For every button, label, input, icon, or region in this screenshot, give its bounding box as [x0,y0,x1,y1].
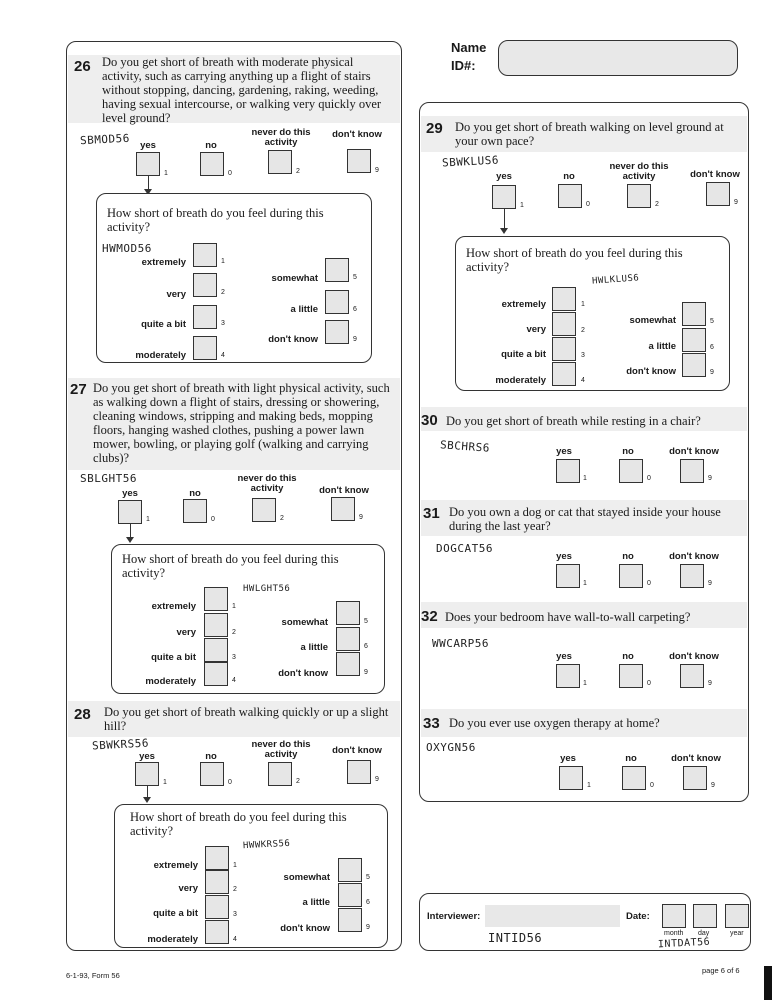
q29-followup-alittle-box[interactable] [682,328,706,352]
q26-followup-somewhat-label: somewhat [271,273,318,284]
q30-option-yes-label: yes [556,446,572,457]
q33-option-dontknow-code: 9 [711,782,715,789]
q32-option-no-box[interactable] [619,664,643,688]
q28-option-never-label: never do this activity [251,739,311,760]
q29-followup-extremely-code: 1 [581,301,585,308]
q26-followup-handwritten: HWMOD56 [102,242,152,255]
q26-option-never-code: 2 [296,168,300,175]
q27-followup-moderately-label: moderately [145,676,196,687]
q26-followup-very-code: 2 [221,289,225,296]
q26-followup-somewhat-box[interactable] [325,258,349,282]
q27-followup-extremely-label: extremely [151,601,196,612]
q28-followup-extremely-label: extremely [153,860,198,871]
q26-option-no-box[interactable] [200,152,224,176]
q27-option-yes-box[interactable] [118,500,142,524]
q30-handwritten-code: SBCHRS6 [439,438,491,455]
q26-followup-extremely-code: 1 [221,258,225,265]
q27-option-dontknow-label: don't know [319,485,369,496]
q29-followup-somewhat-code: 5 [710,318,714,325]
q29-followup-extremely-label: extremely [501,299,546,310]
q26-option-yes-label: yes [140,140,156,151]
q26-followup-arrow-line [148,176,149,190]
q31-handwritten-code: DOGCAT56 [436,542,493,555]
q29-handwritten-code: SBWKLUS6 [441,153,500,170]
q29-followup-somewhat-label: somewhat [629,315,676,326]
q27-option-never-box[interactable] [252,498,276,522]
q26-handwritten-code: SBMOD56 [79,131,131,148]
q26-option-dontknow-box[interactable] [347,149,371,173]
q28-followup-alittle-box[interactable] [338,883,362,907]
q32-text: Does your bedroom have wall-to-wall carpeting? [445,610,691,624]
q29-followup-question: How short of breath do you feel during this activity? [466,246,683,274]
q26-followup-moderately-box[interactable] [193,336,217,360]
q26-followup-extremely-box[interactable] [193,243,217,267]
name-label: Name [451,40,487,55]
q28-followup-question: How short of breath do you feel during this activity? [130,810,347,838]
q27-followup-somewhat-code: 5 [364,618,368,625]
q29-followup-very-box[interactable] [552,312,576,336]
q26-followup-dontknow-code: 9 [353,336,357,343]
q26-option-yes-box[interactable] [136,152,160,176]
q27-option-yes-label: yes [122,488,138,499]
q27-followup-extremely-box[interactable] [204,587,228,611]
q27-option-no-label: no [189,488,201,499]
q33-option-no-code: 0 [650,782,654,789]
q31-option-dontknow-box[interactable] [680,564,704,588]
page-number: page 6 of 6 [702,966,740,975]
q29-number: 29 [426,120,443,137]
q32-option-dontknow-code: 9 [708,680,712,687]
q30-option-no-code: 0 [647,475,651,482]
q27-followup-alittle-label: a little [300,642,328,653]
q26-option-no-label: no [205,140,217,151]
q28-text: Do you get short of breath walking quickly or up a slight hill? [104,705,389,733]
q33-text: Do you ever use oxygen therapy at home? [449,716,660,730]
q28-followup-alittle-label: a little [302,897,330,908]
q29-option-dontknow-box[interactable] [706,182,730,206]
q27-option-yes-code: 1 [146,516,150,523]
q29-option-yes-box[interactable] [492,185,516,209]
q28-option-dontknow-label: don't know [332,745,382,756]
q28-followup-arrow-head [143,797,151,803]
q29-option-no-label: no [563,171,575,182]
q27-followup-arrow-head [126,537,134,543]
q27-handwritten-code: SBLGHT56 [80,472,137,485]
q26-option-no-code: 0 [228,170,232,177]
q26-followup-question: How short of breath do you feel during this activity? [107,206,324,234]
q32-option-dontknow-label: don't know [669,651,719,662]
q32-option-dontknow-box[interactable] [680,664,704,688]
q32-number: 32 [421,608,438,625]
q27-option-no-box[interactable] [183,499,207,523]
q27-option-no-code: 0 [211,516,215,523]
q28-option-no-box[interactable] [200,762,224,786]
q33-option-yes-label: yes [560,753,576,764]
q29-option-no-code: 0 [586,201,590,208]
q30-text: Do you get short of breath while resting in a chair? [446,414,701,428]
q28-option-yes-box[interactable] [135,762,159,786]
q27-followup-moderately-box[interactable] [204,662,228,686]
q26-followup-very-label: very [166,289,186,300]
interviewer-field[interactable] [485,905,620,927]
q29-followup-dontknow-box[interactable] [682,353,706,377]
q28-option-yes-label: yes [139,751,155,762]
q27-option-never-code: 2 [280,515,284,522]
q26-option-dontknow-label: don't know [332,129,382,140]
q29-followup-very-code: 2 [581,327,585,334]
date-year-label: year [730,930,744,937]
q33-option-yes-box[interactable] [559,766,583,790]
q27-followup-dontknow-label: don't know [278,668,328,679]
q31-option-yes-label: yes [556,551,572,562]
q29-followup-alittle-code: 6 [710,344,714,351]
q29-followup-quiteabit-code: 3 [581,352,585,359]
q26-followup-very-box[interactable] [193,273,217,297]
q27-followup-dontknow-box[interactable] [336,652,360,676]
scan-edge-mark [764,966,772,1000]
q28-followup-extremely-box[interactable] [205,846,229,870]
q27-followup-question: How short of breath do you feel during this activity? [122,552,339,580]
q26-followup-extremely-label: extremely [141,257,186,268]
q29-followup-quiteabit-label: quite a bit [501,349,546,360]
q27-followup-moderately-code: 4 [232,677,236,684]
q31-option-dontknow-code: 9 [708,580,712,587]
q33-option-dontknow-box[interactable] [683,766,707,790]
q28-followup-dontknow-label: don't know [280,923,330,934]
form-id: 6-1-93, Form 56 [66,971,120,980]
q28-option-dontknow-code: 9 [375,776,379,783]
q30-option-no-label: no [622,446,634,457]
q28-followup-quiteabit-label: quite a bit [153,908,198,919]
q29-option-no-box[interactable] [558,184,582,208]
q31-option-no-code: 0 [647,580,651,587]
q27-followup-alittle-box[interactable] [336,627,360,651]
q28-number: 28 [74,706,91,723]
q28-followup-somewhat-label: somewhat [283,872,330,883]
interviewer-label: Interviewer: [427,911,481,922]
q29-followup-arrow-line [504,209,505,229]
q28-followup-extremely-code: 1 [233,862,237,869]
q33-option-no-label: no [625,753,637,764]
q29-option-dontknow-code: 9 [734,199,738,206]
q26-followup-moderately-code: 4 [221,352,225,359]
q28-followup-alittle-code: 6 [366,899,370,906]
q28-followup-quiteabit-box[interactable] [205,895,229,919]
q33-number: 33 [423,715,440,732]
q31-option-yes-code: 1 [583,580,587,587]
q28-followup-moderately-label: moderately [147,934,198,945]
q28-option-never-box[interactable] [268,762,292,786]
q29-followup-very-label: very [526,324,546,335]
q29-option-never-box[interactable] [627,184,651,208]
q27-followup-dontknow-code: 9 [364,669,368,676]
q33-option-dontknow-label: don't know [671,753,721,764]
q28-followup-quiteabit-code: 3 [233,911,237,918]
q30-number: 30 [421,412,438,429]
q28-option-yes-code: 1 [163,779,167,786]
q29-option-yes-code: 1 [520,202,524,209]
q33-option-no-box[interactable] [622,766,646,790]
q29-followup-moderately-label: moderately [495,375,546,386]
q33-option-yes-code: 1 [587,782,591,789]
q31-option-no-box[interactable] [619,564,643,588]
id-label: ID#: [451,58,476,73]
q29-followup-extremely-box[interactable] [552,287,576,311]
q27-followup-extremely-code: 1 [232,603,236,610]
date-label: Date: [626,911,650,922]
q29-option-dontknow-label: don't know [690,169,740,180]
q30-option-no-box[interactable] [619,459,643,483]
q27-followup-handwritten: HWLGHT56 [243,584,291,594]
q26-option-dontknow-code: 9 [375,167,379,174]
q28-followup-moderately-code: 4 [233,936,237,943]
q27-followup-alittle-code: 6 [364,643,368,650]
date-day-label: day [698,930,710,937]
q28-followup-dontknow-code: 9 [366,924,370,931]
q26-followup-quiteabit-code: 3 [221,320,225,327]
q28-option-dontknow-box[interactable] [347,760,371,784]
q32-option-yes-label: yes [556,651,572,662]
date-day-box[interactable] [693,904,717,928]
q27-number: 27 [70,381,87,398]
q32-option-yes-box[interactable] [556,664,580,688]
q26-option-never-label: never do this activity [251,127,311,148]
q30-option-dontknow-box[interactable] [680,459,704,483]
q29-followup-arrow-head [500,228,508,234]
q30-option-dontknow-code: 9 [708,475,712,482]
q27-option-dontknow-box[interactable] [331,497,355,521]
q26-followup-quiteabit-label: quite a bit [141,319,186,330]
q28-option-no-code: 0 [228,779,232,786]
q31-option-no-label: no [622,551,634,562]
q26-followup-alittle-code: 6 [353,306,357,313]
q29-followup-dontknow-code: 9 [710,369,714,376]
q27-followup-very-box[interactable] [204,613,228,637]
q29-followup-handwritten: HWLKLUS6 [591,273,640,287]
q26-option-yes-code: 1 [164,170,168,177]
q27-followup-very-code: 2 [232,629,236,636]
q27-followup-arrow-line [130,524,131,538]
q26-number: 26 [74,58,91,75]
q27-followup-quiteabit-code: 3 [232,654,236,661]
q27-followup-somewhat-label: somewhat [281,617,328,628]
q31-option-yes-box[interactable] [556,564,580,588]
q27-text: Do you get short of breath with light physical activity, such as walking down a flight of stairs, dressing or showering, cleaning windows, stripping and making beds, mopping floors, hanging washed clothes, pushing a power lawn mower, bowling, or playing golf (walking and carrying clubs)? [93,381,390,465]
q29-option-never-label: never do this activity [609,161,669,182]
q33-handwritten-code: OXYGN56 [426,741,476,754]
q28-followup-somewhat-box[interactable] [338,858,362,882]
q28-option-never-code: 2 [296,778,300,785]
q26-followup-dontknow-box[interactable] [325,320,349,344]
q29-followup-dontknow-label: don't know [626,366,676,377]
q32-option-yes-code: 1 [583,680,587,687]
q30-option-dontknow-label: don't know [669,446,719,457]
q28-followup-somewhat-code: 5 [366,874,370,881]
q26-option-never-box[interactable] [268,150,292,174]
q27-followup-quiteabit-box[interactable] [204,638,228,662]
q32-option-no-code: 0 [647,680,651,687]
q29-followup-moderately-code: 4 [581,377,585,384]
q29-followup-alittle-label: a little [648,341,676,352]
q28-followup-very-code: 2 [233,886,237,893]
q28-followup-moderately-box[interactable] [205,920,229,944]
q27-option-dontknow-code: 9 [359,514,363,521]
q30-option-yes-box[interactable] [556,459,580,483]
q30-option-yes-code: 1 [583,475,587,482]
q27-followup-very-label: very [176,627,196,638]
q32-option-no-label: no [622,651,634,662]
q26-followup-quiteabit-box[interactable] [193,305,217,329]
q29-option-never-code: 2 [655,201,659,208]
date-month-label: month [664,930,684,937]
q26-followup-somewhat-code: 5 [353,274,357,281]
q26-followup-alittle-box[interactable] [325,290,349,314]
interviewer-handwritten: INTID56 [488,931,543,945]
q28-followup-handwritten: HWWKRS56 [242,838,291,852]
q28-followup-dontknow-box[interactable] [338,908,362,932]
q28-option-no-label: no [205,751,217,762]
q26-text: Do you get short of breath with moderate physical activity, such as carrying anything up a flight of stairs without stopping, dancing, gardening, raking, weeding, having sexual intercourse, or walking very quickly over level ground? [102,55,382,125]
name-id-field[interactable] [498,40,738,76]
q29-followup-somewhat-box[interactable] [682,302,706,326]
date-handwritten: INTDAT56 [657,936,711,951]
q27-option-never-label: never do this activity [237,473,297,494]
q31-text: Do you own a dog or cat that stayed inside your house during the last year? [449,505,721,533]
q27-followup-quiteabit-label: quite a bit [151,652,196,663]
q28-handwritten-code: SBWKRS56 [91,736,150,753]
q31-number: 31 [423,505,440,522]
q26-followup-dontknow-label: don't know [268,334,318,345]
q26-followup-moderately-label: moderately [135,350,186,361]
q29-followup-quiteabit-box[interactable] [552,337,576,361]
q29-option-yes-label: yes [496,171,512,182]
q28-followup-very-box[interactable] [205,870,229,894]
q28-followup-very-label: very [178,883,198,894]
q31-option-dontknow-label: don't know [669,551,719,562]
q32-handwritten-code: WWCARP56 [432,637,489,650]
q29-text: Do you get short of breath walking on level ground at your own pace? [455,120,724,148]
date-month-box[interactable] [662,904,686,928]
q27-followup-somewhat-box[interactable] [336,601,360,625]
q26-followup-alittle-label: a little [290,304,318,315]
q29-followup-moderately-box[interactable] [552,362,576,386]
date-year-box[interactable] [725,904,749,928]
